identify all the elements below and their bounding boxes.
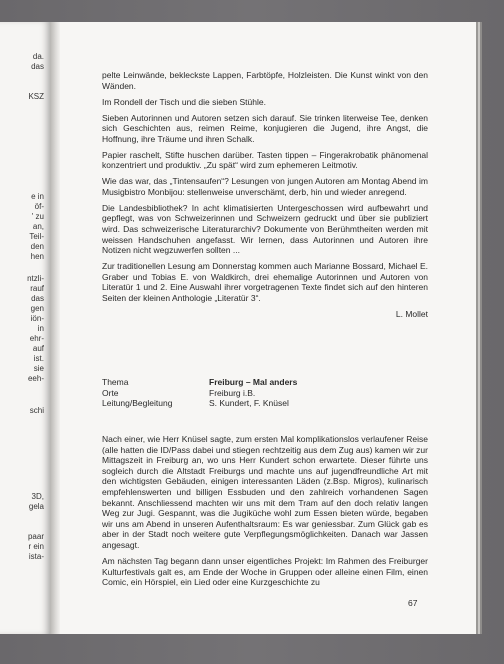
left-page-fragment: ' zu [31,212,44,221]
left-page-fragment: gela [28,502,44,511]
left-page-fragment: ehr- [29,334,44,343]
left-page-fragment: schi [29,406,44,415]
left-page-fragment: iön- [30,314,44,323]
left-page-fragment: auf [32,344,44,353]
left-page-fragment: da. [32,52,44,61]
left-page-fragment: öf- [34,202,44,211]
paragraph: Am nächsten Tag begann dann unser eigentliches Projekt: Im Rahmen des Freiburger Kulturfestivals galt es, am Ende der Woche in Gruppen oder alleine einen Film, einen Comic, ein Hörspiel, ein Lied oder eine Kurzgeschichte zu [102,555,428,588]
info-row-thema [102,377,428,388]
paragraph: pelte Leinwände, bekleckste Lappen, Farbtöpfe, Holzleisten. Die Kunst winkt von den Wänden. [102,70,428,91]
left-page-fragment: r ein [28,542,44,551]
paragraph: Wie das war, das „Tintensaufen“? Lesungen von jungen Autoren am Montag Abend im Musigbistro Monbijou: stellenweise unverschämt, derb, hin und wieder anregend. [102,176,428,197]
info-value: S. Kundert, F. Knüsel [209,398,289,409]
left-page-fragment: eeh- [27,374,44,383]
paragraph: Die Landesbibliothek? In acht klimatisierten Untergeschossen wird aufbewahrt und gepflegt, was von Schweizerinnen und Schweizern gedruckt und über sie publiziert wird. Das schweizerische Literaturarchiv? Dokumente von Berühmtheiten werden mit weissen Handschuhen angefasst. Wir lernen, dass Autorinnen und Autoren ihre Notizen nicht wegzuwerfen sollten ... [102,202,428,256]
page-number: 67 [408,598,418,608]
left-page-fragment: hen [30,252,44,261]
left-page-fragment: das [31,294,44,303]
left-page-fragment: das [31,62,44,71]
info-row-orte [102,388,428,399]
article-body [102,70,428,325]
author-signature: L. Mollet [395,309,428,320]
left-page-fragment: gen [30,304,44,313]
left-page-fragment: sie [33,364,44,373]
info-value: Freiburg i.B. [209,387,256,398]
left-page-fragment: in [37,324,44,333]
paragraph: Im Rondell der Tisch und die sieben Stühle. [102,96,266,107]
book-gutter [50,22,60,634]
right-page [60,22,476,634]
left-page-fragment: rauf [30,284,44,293]
left-page-fragment: den [30,242,44,251]
project-info [102,377,428,409]
info-label: Orte [102,387,119,398]
left-page-fragment: an, [32,222,44,231]
info-row-leitung [102,398,428,409]
section-title: Freiburg – Mal anders [209,377,298,387]
left-page-fragment: Teil- [29,232,44,241]
left-page-fragment: KSZ [28,92,44,101]
info-label: Thema [102,377,129,387]
left-page-fragment: ntzli- [27,274,44,283]
left-page-fragment: ist. [33,354,44,363]
info-label: Leitung/Begleitung [102,398,173,409]
left-page-fragment: paar [27,532,44,541]
left-page-fragment: 3D, [31,492,44,501]
left-page-fragment: e in [31,192,44,201]
paragraph: Papier raschelt, Stifte huschen darüber. Tasten tippen – Fingerakrobatik phänomenal konzentriert und produktiv. „Zu spät“ wird zum ephemeren Leitmotiv. [102,149,428,171]
section-body [102,434,428,593]
paragraph: Nach einer, wie Herr Knüsel sagte, zum ersten Mal komplikationslos verlaufener Reise (alle hatten die ID/Pass dabei und stiegen rechtzeitig aus dem Zug aus) kamen wir zur Mittagszeit in Freiburg an, wo uns Herr Kundert schon erwartete. Dieser führte uns sogleich durch die Altstadt Freiburgs und machte uns auf jugendfreundliche Art mit den wichtigsten Gebäuden, einigen interessanten Läden (z.Bsp. Migros), kulinarisch empfehlenswerten und billigen Essbuden und den zahlreich vorhandenen Sagen bekannt. Anschliessend machten wir uns mit dem Tram auf den doch relativ langen Weg zur Jugi. Gespannt, was die Jugiküche wohl zum Essen bieten würde, begaben wir uns am Abend in unseren Aufenthaltsraum: Es war geniessbar. Zum Glück gab es aber in der Stadt noch weitere gute Verpflegungsmöglichkeiten. Danach war Jassen angesagt. [102,434,428,550]
left-page-fragment: ista- [28,552,44,561]
left-page-edge [0,22,50,634]
paragraph: Sieben Autorinnen und Autoren setzen sich darauf. Sie trinken literweise Tee, denken sich Geschichten aus, reimen Reime, konjugieren die Jugend, ihre Angst, die Hoffnung, ihre Träume und ihren Schalk. [102,112,428,144]
paragraph: Zur traditionellen Lesung am Donnerstag kommen auch Marianne Bossard, Michael E. Graber und Tobias E. von Waldkirch, drei ehemalige Autorinnen und Autoren von Literatür 1 und 2. Eine Auswahl ihrer vorgetragenen Texte findet sich auf den hinteren Seiten der kleinen Anthologie „Literatür 3“. [102,261,428,304]
